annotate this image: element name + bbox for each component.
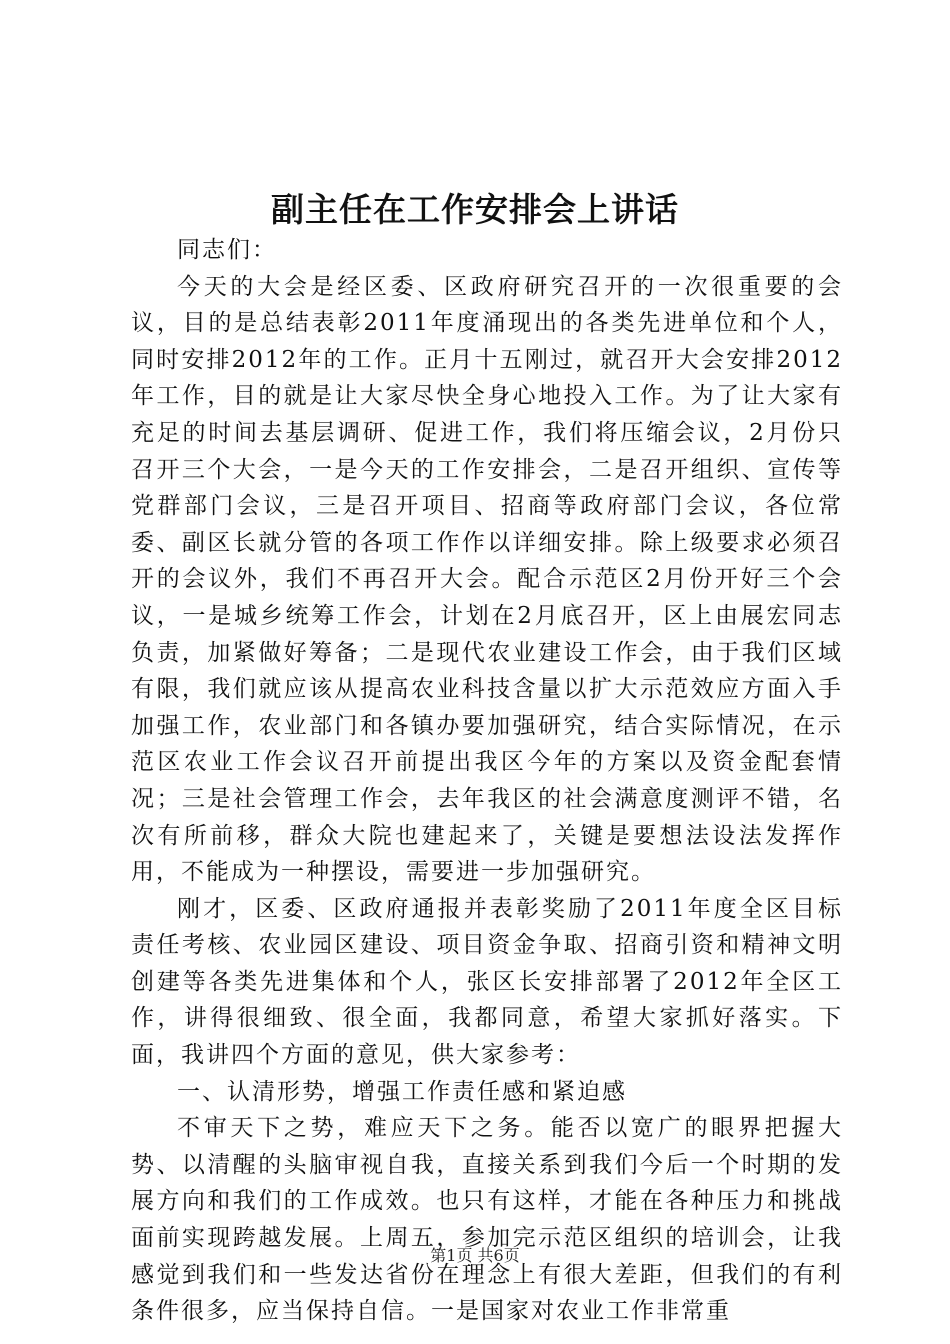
paragraph-intro: 刚才，区委、区政府通报并表彰奖励了2011年度全区目标责任考核、农业园区建设、项目资金争取、招商引资和精神文明创建等各类先进集体和个人，张区长安排部署了2012年全区工作，讲得很细致、很全面，我都同意，希望大家抓好落实。下面，我讲四个方面的意见，供大家参考： — [131, 895, 843, 1069]
salutation: 同志们： — [177, 237, 277, 263]
document-title: 副主任在工作安排会上讲话 — [271, 190, 679, 229]
document-body — [131, 232, 843, 1330]
paragraph-opening: 今天的大会是经区委、区政府研究召开的一次很重要的会议，目的是总结表彰2011年度涌现出的各类先进单位和个人，同时安排2012年的工作。正月十五刚过，就召开大会安排2012年工作，目的就是让大家尽快全身心地投入工作。为了让大家有充足的时间去基层调研、促进工作，我们将压缩会议，2月份只召开三个大会，一是今天的工作安排会，二是召开组织、宣传等党群部门会议，三是召开项目、招商等政府部门会议，各位常委、副区长就分管的各项工作作以详细安排。除上级要求必须召开的会议外，我们不再召开大会。配合示范区2月份开好三个会议，一是城乡统筹工作会，计划在2月底召开，区上由展宏同志负责，加紧做好筹备；二是现代农业建设工作会，由于我们区域有限，我们就应该从提高农业科技含量以扩大示范效应方面入手加强工作，农业部门和各镇办要加强研究，结合实际情况，在示范区农业工作会议召开前提出我区今年的方案以及资金配套情况；三是社会管理工作会，去年我区的社会满意度测评不错，名次有所前移，群众大院也建起来了，关键是要想法设法发挥作用，不能成为一种摆设，需要进一步加强研究。 — [131, 273, 843, 886]
page-footer: 第1页 共6页 — [430, 1246, 520, 1265]
section-heading-1: 一、认清形势，增强工作责任感和紧迫感 — [177, 1078, 627, 1105]
paragraph-section-1: 不审天下之势，难应天下之务。能否以宽广的眼界把握大势、以清醒的头脑审视自我，直接关系到我们今后一个时期的发展方向和我们的工作成效。也只有这样，才能在各种压力和挑战面前实现跨越发展。上周五，参加完示范区组织的培训会，让我感觉到我们和一些发达省份在理念上有很大差距，但我们的有利条件很多，应当保持自信。一是国家对农业工作非常重 — [131, 1115, 843, 1325]
